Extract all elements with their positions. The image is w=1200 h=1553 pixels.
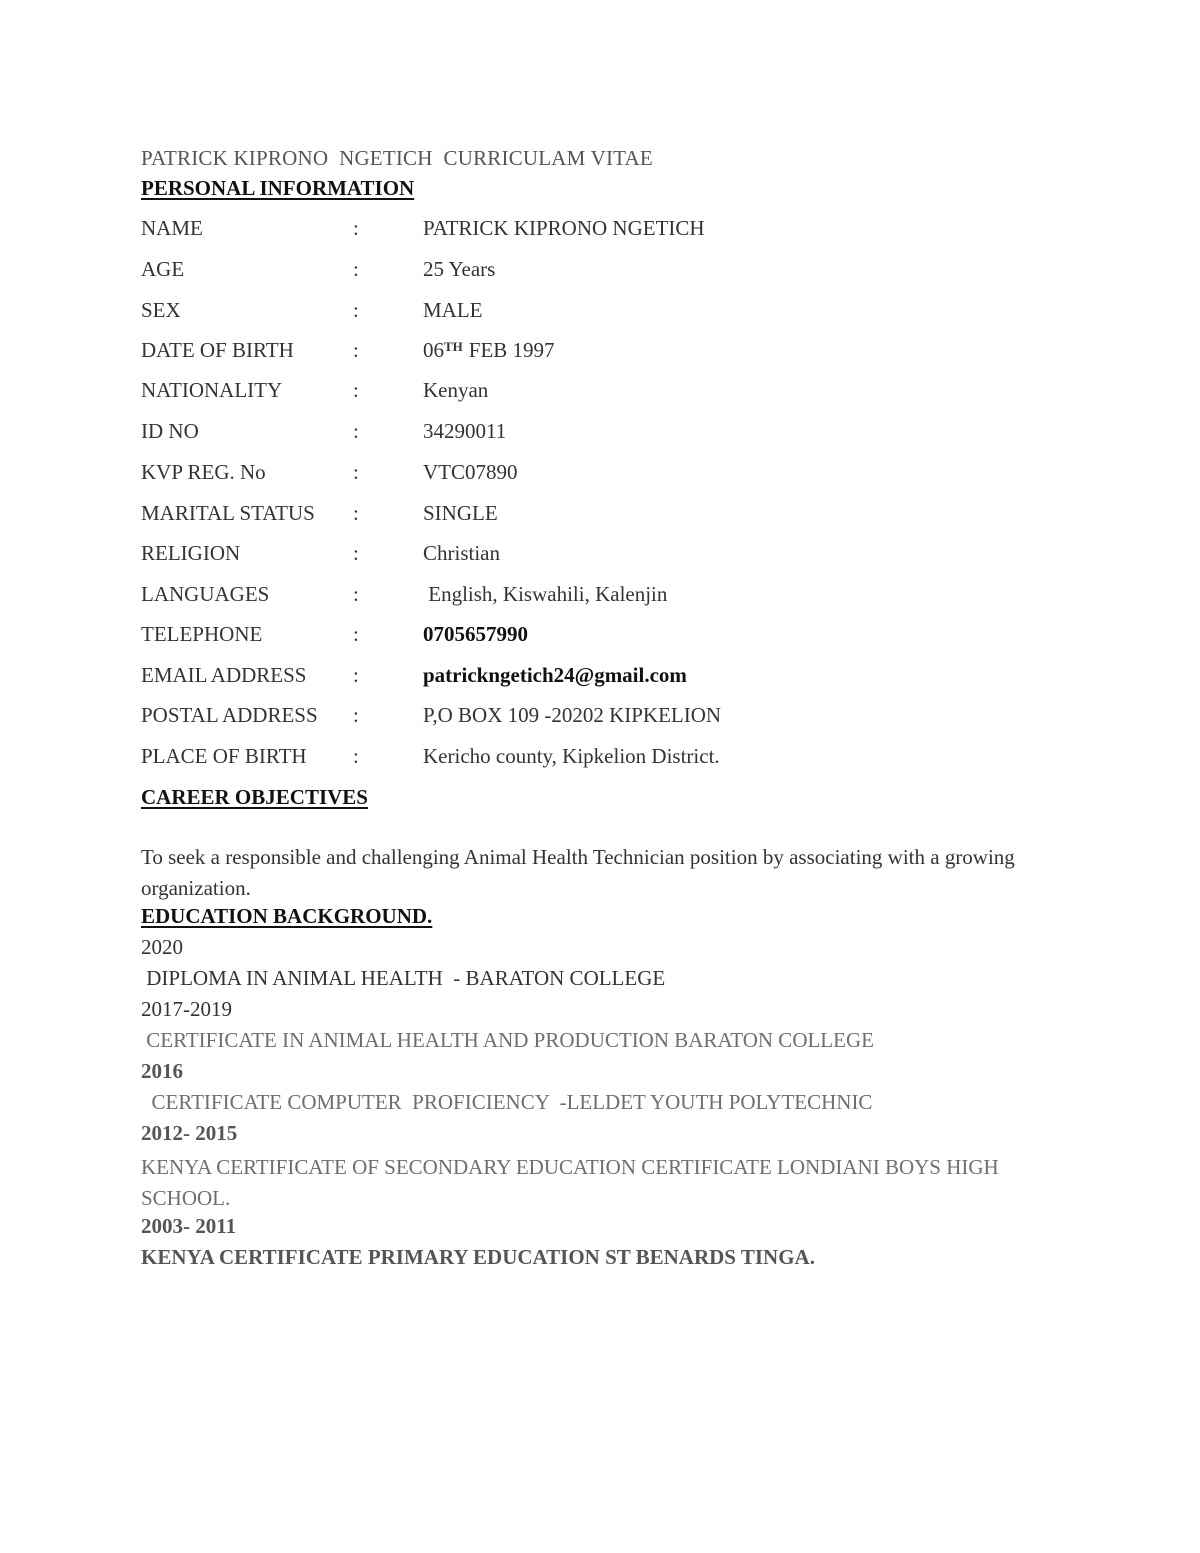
info-separator: : — [353, 378, 359, 402]
email-value: patrickngetich24@gmail.com — [423, 663, 687, 687]
info-row-id-no — [141, 419, 1041, 443]
info-value: 25 Years — [423, 257, 496, 281]
info-value: MALE — [423, 298, 483, 322]
education-entry: KENYA CERTIFICATE OF SECONDARY EDUCATION CERTIFICATE LONDIANI BOYS HIGH SCHOOL. — [141, 1155, 999, 1210]
info-label: NAME — [141, 216, 203, 240]
education-entry: DIPLOMA IN ANIMAL HEALTH - BARATON COLLEGE — [141, 966, 666, 990]
info-row-religion — [141, 541, 1041, 565]
info-row-place-of-birth — [141, 744, 1041, 768]
education-entry: CERTIFICATE IN ANIMAL HEALTH AND PRODUCTION BARATON COLLEGE — [141, 1028, 874, 1052]
info-value: 34290011 — [423, 419, 507, 443]
info-separator: : — [353, 622, 359, 646]
info-value: P,O BOX 109 -20202 KIPKELION — [423, 703, 722, 727]
info-separator: : — [353, 501, 359, 525]
education-year: 2012- 2015 — [141, 1121, 238, 1145]
info-label: ID NO — [141, 419, 199, 443]
info-separator: : — [353, 216, 359, 240]
education-entry: CERTIFICATE COMPUTER PROFICIENCY -LELDET YOUTH POLYTECHNIC — [141, 1090, 873, 1114]
info-label: KVP REG. No — [141, 460, 266, 484]
info-label: LANGUAGES — [141, 582, 270, 606]
education-entry: KENYA CERTIFICATE PRIMARY EDUCATION ST BENARDS TINGA. — [141, 1245, 815, 1269]
info-row-sex — [141, 298, 1041, 322]
career-objectives-heading: CAREER OBJECTIVES — [141, 785, 368, 809]
info-value: Christian — [423, 541, 500, 565]
info-row-name — [141, 216, 1041, 240]
document-title: PATRICK KIPRONO NGETICH CURRICULAM VITAE — [141, 146, 653, 170]
info-separator: : — [353, 582, 359, 606]
info-separator: : — [353, 703, 359, 727]
career-objective-text: To seek a responsible and challenging Animal Health Technician position by associating with a growing organization. — [141, 845, 1015, 900]
info-separator: : — [353, 338, 359, 362]
info-value: Kericho county, Kipkelion District. — [423, 744, 720, 768]
info-value: PATRICK KIPRONO NGETICH — [423, 216, 705, 240]
info-value: VTC07890 — [423, 460, 518, 484]
info-label: EMAIL ADDRESS — [141, 663, 307, 687]
info-value — [423, 338, 555, 362]
info-separator: : — [353, 298, 359, 322]
dob-day-suffix: TH — [444, 339, 463, 354]
info-row-languages — [141, 582, 1041, 606]
info-separator: : — [353, 419, 359, 443]
info-row-email — [141, 663, 1041, 687]
info-label: DATE OF BIRTH — [141, 338, 294, 362]
info-label: NATIONALITY — [141, 378, 283, 402]
info-label: TELEPHONE — [141, 622, 263, 646]
personal-information-heading: PERSONAL INFORMATION — [141, 176, 415, 200]
info-row-telephone — [141, 622, 1041, 646]
dob-day: 06 — [423, 338, 444, 362]
info-separator: : — [353, 744, 359, 768]
info-row-age — [141, 257, 1041, 281]
dob-rest: FEB 1997 — [468, 338, 555, 362]
info-separator: : — [353, 663, 359, 687]
info-label: PLACE OF BIRTH — [141, 744, 307, 768]
education-year: 2003- 2011 — [141, 1214, 237, 1238]
info-label: POSTAL ADDRESS — [141, 703, 318, 727]
education-year: 2017-2019 — [141, 997, 232, 1021]
info-label: RELIGION — [141, 541, 241, 565]
education-year: 2016 — [141, 1059, 183, 1083]
info-label: SEX — [141, 298, 181, 322]
telephone-value: 0705657990 — [423, 622, 528, 646]
info-row-postal-address — [141, 703, 1041, 727]
info-label: MARITAL STATUS — [141, 501, 315, 525]
info-value: English, Kiswahili, Kalenjin — [423, 582, 668, 606]
info-separator: : — [353, 460, 359, 484]
info-row-kvp-reg — [141, 460, 1041, 484]
info-separator: : — [353, 257, 359, 281]
education-year: 2020 — [141, 935, 183, 959]
info-value: Kenyan — [423, 378, 489, 402]
info-row-marital-status — [141, 501, 1041, 525]
info-row-nationality — [141, 378, 1041, 402]
info-separator: : — [353, 541, 359, 565]
info-label: AGE — [141, 257, 185, 281]
info-row-date-of-birth — [141, 338, 1041, 362]
education-heading: EDUCATION BACKGROUND. — [141, 904, 433, 928]
info-value: SINGLE — [423, 501, 498, 525]
